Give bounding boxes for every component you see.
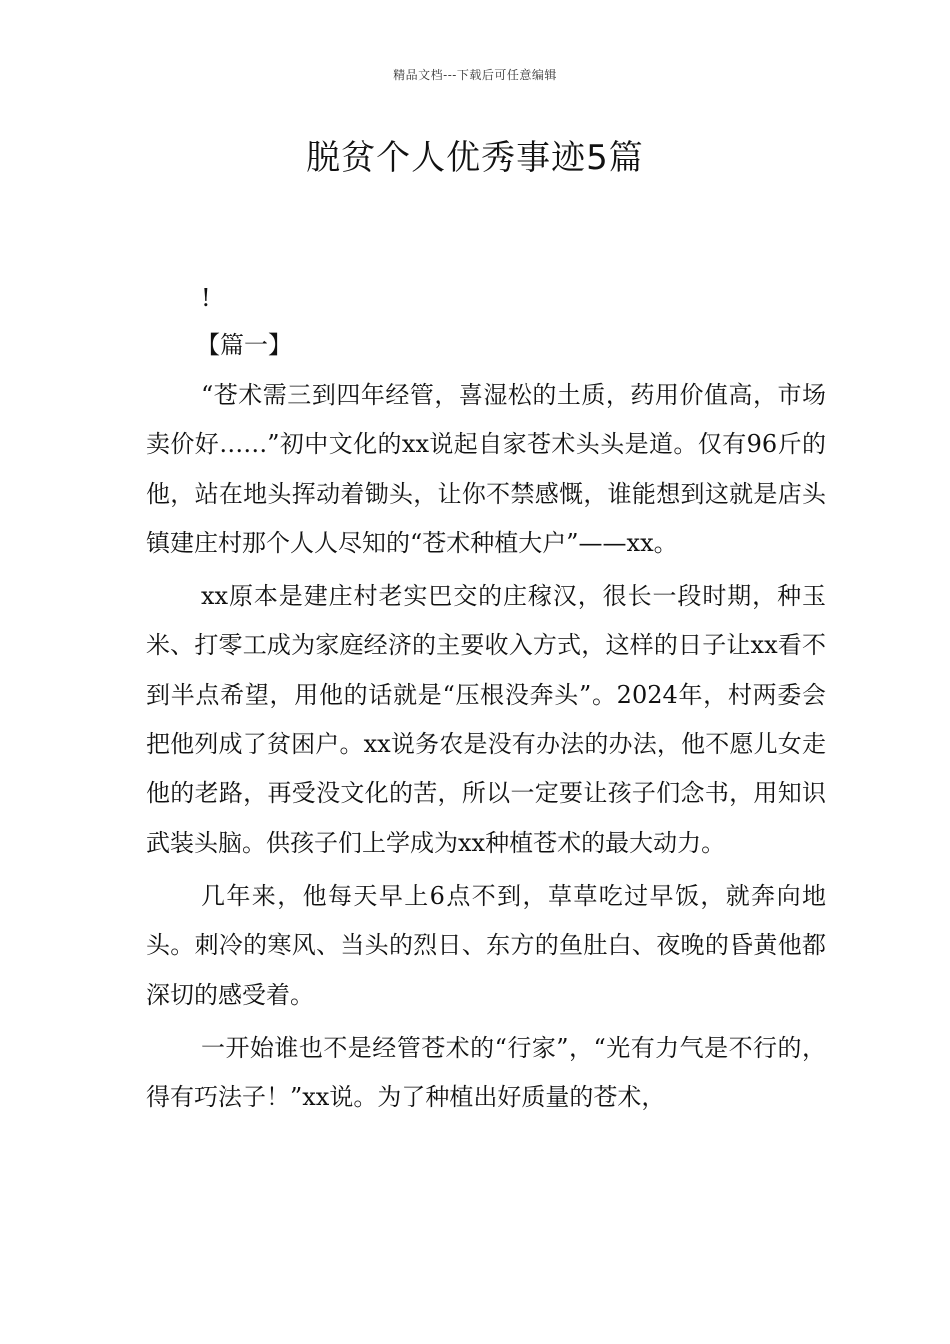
document-body: [146, 280, 826, 1122]
paragraph: xx原本是建庄村老实巴交的庄稼汉，很长一段时期，种玉米、打零工成为家庭经济的主要收入方式，这样的日子让xx看不到半点希望，用他的话就是“压根没奔头”。2024年，村两委会把他列成了贫困户。xx说务农是没有办法的办法，他不愿儿女走他的老路，再受没文化的苦，所以一定要让孩子们念书，用知识武装头脑。供孩子们上学成为xx种植苍术的最大动力。: [146, 582, 826, 857]
exclamation-mark: !: [201, 284, 211, 312]
paragraph: “苍术需三到四年经管，喜湿松的土质，药用价值高，市场卖价好……”初中文化的xx说起自家苍术头头是道。仅有96斤的他，站在地头挥动着锄头，让你不禁感慨，谁能想到这就是店头镇建庄村那个人人尽知的“苍术种植大户”——xx。: [146, 381, 826, 557]
document-title: 脱贫个人优秀事迹5篇: [306, 138, 644, 178]
paragraph: 一开始谁也不是经管苍术的“行家”，“光有力气是不行的，得有巧法子！”xx说。为了种植出好质量的苍术，: [146, 1033, 826, 1112]
section-label: 【篇一】: [196, 331, 292, 359]
paragraph: 几年来，他每天早上6点不到，草草吃过早饭，就奔向地头。刺冷的寒风、当头的烈日、东方的鱼肚白、夜晚的昏黄他都深切的感受着。: [146, 881, 826, 1009]
header-note: 精品文档---下载后可任意编辑: [393, 68, 557, 82]
